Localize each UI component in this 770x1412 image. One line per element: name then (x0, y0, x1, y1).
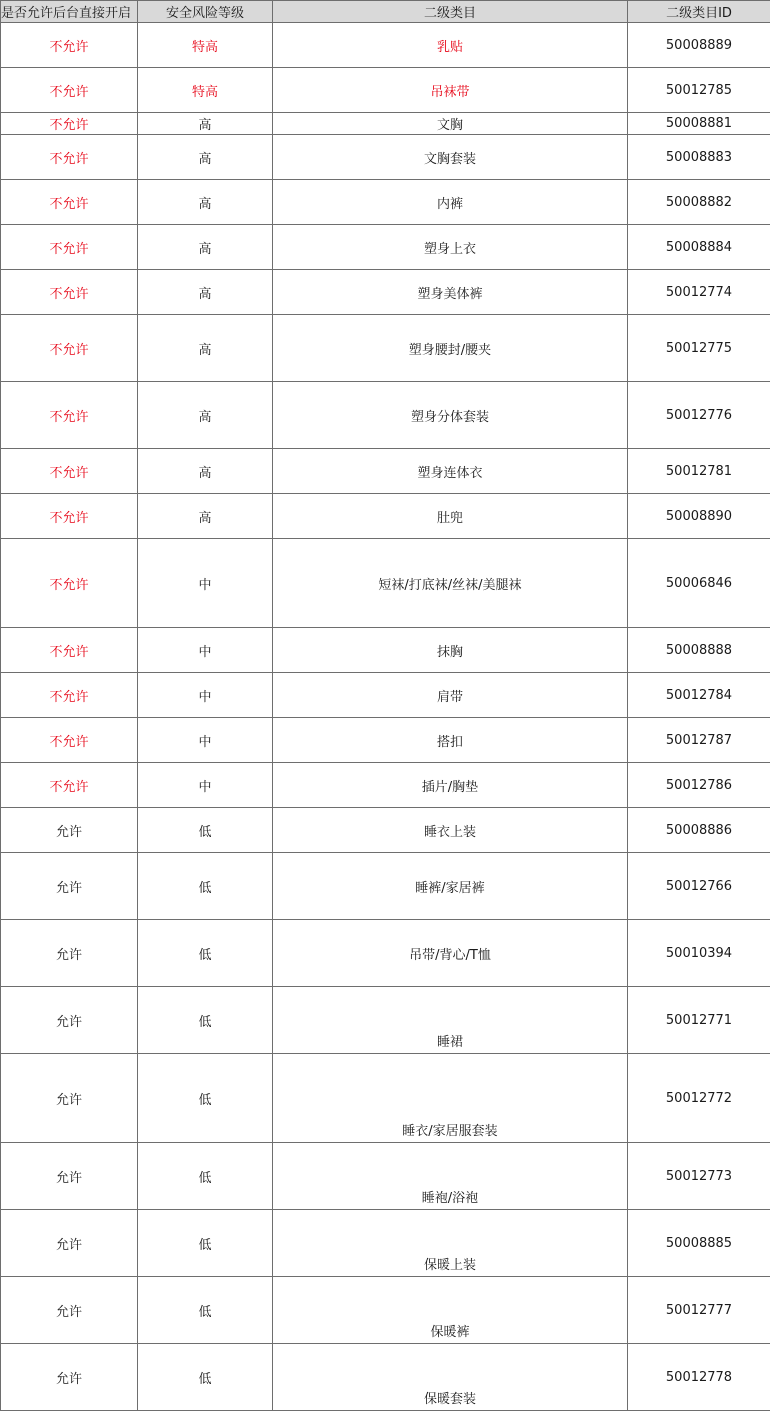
category-cell: 吊袜带 (273, 68, 628, 113)
category-cell: 塑身分体套装 (273, 382, 628, 449)
category-cell: 保暖裤 (273, 1277, 628, 1344)
allow-cell: 允许 (1, 1344, 138, 1411)
header-allow-open: 是否允许后台直接开启 (1, 1, 138, 23)
risk-level-cell: 低 (138, 920, 273, 987)
risk-level-cell: 中 (138, 539, 273, 628)
category-cell: 保暖上装 (273, 1210, 628, 1277)
allow-cell: 不允许 (1, 113, 138, 135)
header-row (1, 1, 770, 23)
allow-cell: 不允许 (1, 494, 138, 539)
category-id-cell: 50012778 (628, 1344, 770, 1411)
category-cell: 抹胸 (273, 628, 628, 673)
table-body (1, 23, 770, 1411)
allow-cell: 不允许 (1, 68, 138, 113)
table-row (1, 315, 770, 382)
risk-level-cell: 高 (138, 225, 273, 270)
allow-cell: 允许 (1, 1054, 138, 1143)
category-cell: 塑身连体衣 (273, 449, 628, 494)
category-id-cell: 50008885 (628, 1210, 770, 1277)
allow-cell: 允许 (1, 987, 138, 1054)
category-cell: 睡衣/家居服套装 (273, 1054, 628, 1143)
allow-cell: 允许 (1, 808, 138, 853)
category-cell: 文胸 (273, 113, 628, 135)
table-row (1, 808, 770, 853)
category-id-cell: 50012786 (628, 763, 770, 808)
category-id-cell: 50012775 (628, 315, 770, 382)
risk-level-cell: 高 (138, 113, 273, 135)
category-id-cell: 50012773 (628, 1143, 770, 1210)
category-id-cell: 50012785 (628, 68, 770, 113)
category-id-cell: 50008884 (628, 225, 770, 270)
category-id-cell: 50012766 (628, 853, 770, 920)
risk-level-cell: 低 (138, 1143, 273, 1210)
allow-cell: 不允许 (1, 763, 138, 808)
risk-level-cell: 低 (138, 853, 273, 920)
allow-cell: 不允许 (1, 270, 138, 315)
table-row (1, 68, 770, 113)
allow-cell: 不允许 (1, 382, 138, 449)
table-row (1, 987, 770, 1054)
allow-cell: 不允许 (1, 539, 138, 628)
category-cell: 保暖套装 (273, 1344, 628, 1411)
risk-level-cell: 中 (138, 628, 273, 673)
category-cell: 塑身美体裤 (273, 270, 628, 315)
table-row (1, 23, 770, 68)
category-id-cell: 50012781 (628, 449, 770, 494)
category-cell: 文胸套装 (273, 135, 628, 180)
table-row (1, 113, 770, 135)
risk-level-cell: 低 (138, 1344, 273, 1411)
category-id-cell: 50008882 (628, 180, 770, 225)
risk-level-cell: 低 (138, 808, 273, 853)
category-cell: 睡裤/家居裤 (273, 853, 628, 920)
category-id-cell: 50008886 (628, 808, 770, 853)
allow-cell: 不允许 (1, 135, 138, 180)
allow-cell: 允许 (1, 920, 138, 987)
table-row (1, 449, 770, 494)
allow-cell: 不允许 (1, 225, 138, 270)
table-row (1, 382, 770, 449)
category-id-cell: 50012777 (628, 1277, 770, 1344)
category-cell: 插片/胸垫 (273, 763, 628, 808)
table-row (1, 1210, 770, 1277)
category-cell: 睡衣上装 (273, 808, 628, 853)
risk-level-cell: 中 (138, 763, 273, 808)
header-risk-level: 安全风险等级 (138, 1, 273, 23)
risk-level-cell: 高 (138, 494, 273, 539)
category-id-cell: 50012784 (628, 673, 770, 718)
table-row (1, 539, 770, 628)
risk-level-cell: 低 (138, 1054, 273, 1143)
table-row (1, 135, 770, 180)
category-id-cell: 50012772 (628, 1054, 770, 1143)
allow-cell: 允许 (1, 1210, 138, 1277)
category-id-cell: 50012787 (628, 718, 770, 763)
category-cell: 搭扣 (273, 718, 628, 763)
table-row (1, 920, 770, 987)
risk-level-cell: 特高 (138, 68, 273, 113)
table-row (1, 1143, 770, 1210)
category-cell: 肩带 (273, 673, 628, 718)
category-id-cell: 50010394 (628, 920, 770, 987)
header-category-id: 二级类目ID (628, 1, 770, 23)
risk-level-cell: 高 (138, 382, 273, 449)
table-row (1, 180, 770, 225)
category-id-cell: 50012776 (628, 382, 770, 449)
risk-level-cell: 低 (138, 1277, 273, 1344)
table-row (1, 628, 770, 673)
category-cell: 短袜/打底袜/丝袜/美腿袜 (273, 539, 628, 628)
category-id-cell: 50006846 (628, 539, 770, 628)
category-id-cell: 50008890 (628, 494, 770, 539)
allow-cell: 不允许 (1, 673, 138, 718)
table-row (1, 718, 770, 763)
risk-level-cell: 中 (138, 673, 273, 718)
table-row (1, 1054, 770, 1143)
risk-level-cell: 低 (138, 987, 273, 1054)
category-id-cell: 50008881 (628, 113, 770, 135)
table-row (1, 225, 770, 270)
table-row (1, 494, 770, 539)
risk-level-cell: 高 (138, 315, 273, 382)
risk-level-cell: 高 (138, 135, 273, 180)
table-row (1, 853, 770, 920)
allow-cell: 不允许 (1, 718, 138, 763)
category-cell: 睡袍/浴袍 (273, 1143, 628, 1210)
allow-cell: 允许 (1, 1277, 138, 1344)
category-cell: 睡裙 (273, 987, 628, 1054)
allow-cell: 不允许 (1, 628, 138, 673)
table-row (1, 673, 770, 718)
category-cell: 塑身腰封/腰夹 (273, 315, 628, 382)
category-id-cell: 50012774 (628, 270, 770, 315)
category-cell: 吊带/背心/T恤 (273, 920, 628, 987)
allow-cell: 不允许 (1, 23, 138, 68)
allow-cell: 允许 (1, 853, 138, 920)
table-row (1, 1277, 770, 1344)
table-row (1, 270, 770, 315)
category-id-cell: 50008883 (628, 135, 770, 180)
category-cell: 内裤 (273, 180, 628, 225)
table-row (1, 1344, 770, 1411)
risk-level-cell: 高 (138, 449, 273, 494)
category-id-cell: 50012771 (628, 987, 770, 1054)
allow-cell: 不允许 (1, 180, 138, 225)
allow-cell: 允许 (1, 1143, 138, 1210)
risk-level-cell: 高 (138, 180, 273, 225)
risk-level-cell: 中 (138, 718, 273, 763)
allow-cell: 不允许 (1, 449, 138, 494)
allow-cell: 不允许 (1, 315, 138, 382)
category-cell: 肚兜 (273, 494, 628, 539)
risk-level-cell: 低 (138, 1210, 273, 1277)
risk-level-cell: 特高 (138, 23, 273, 68)
header-category: 二级类目 (273, 1, 628, 23)
table-row (1, 763, 770, 808)
category-cell: 塑身上衣 (273, 225, 628, 270)
category-cell: 乳贴 (273, 23, 628, 68)
category-id-cell: 50008888 (628, 628, 770, 673)
risk-level-cell: 高 (138, 270, 273, 315)
category-id-cell: 50008889 (628, 23, 770, 68)
